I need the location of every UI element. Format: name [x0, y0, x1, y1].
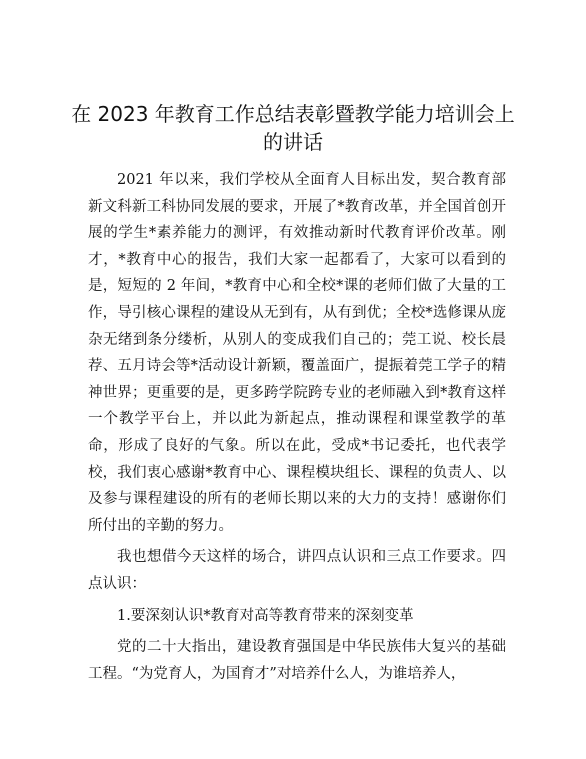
document-body — [88, 167, 506, 687]
paragraph-four-points: 我也想借今天这样的场合，讲四点认识和三点工作要求。四点认识： — [88, 549, 506, 592]
paragraph-intro: 2021 年以来，我们学校从全面育人目标出发，契合教育部新文科新工科协同发展的要求，开展了*教育改革，并全国首创开展的学生*素养能力的测评，有效推动新时代教育评价改革。刚才，*教育中心的报告，我们大家一起都看了，大家可以看到的是，短短的 2 年间，*教育中心和全校*课的老师们做了大量的工作，导引核心课程的建设从无到有，从有到优；全校*选修课从庞杂无绪到条分缕析，从别人的变成我们自己的；莞工说、校长晨荐、五月诗会等*活动设计新颖，覆盖面广，提振着莞工学子的精神世界；更重要的是，更多跨学院跨专业的老师融入到*教育这样一个教学平台上，并以此为新起点，推动课程和课堂教学的革命，形成了良好的气象。所以在此，受成*书记委托，也代表学校，我们衷心感谢*教育中心、课程模块组长、课程的负责人、以及参与课程建设的所有的老师长期以来的大力的支持！感谢你们所付出的辛勤的努力。 — [88, 172, 506, 534]
document-title: 在 2023 年教育工作总结表彰暨教学能力培训会上的讲话 — [71, 102, 515, 154]
paragraph-heading-point-1: 1.要深刻认识*教育对高等教育带来的深刻变革 — [117, 607, 414, 624]
paragraph-party-congress: 党的二十大指出，建设教育强国是中华民族伟大复兴的基础工程。“为党育人，为国育才”对培养什么人，为谁培养人， — [88, 639, 506, 682]
